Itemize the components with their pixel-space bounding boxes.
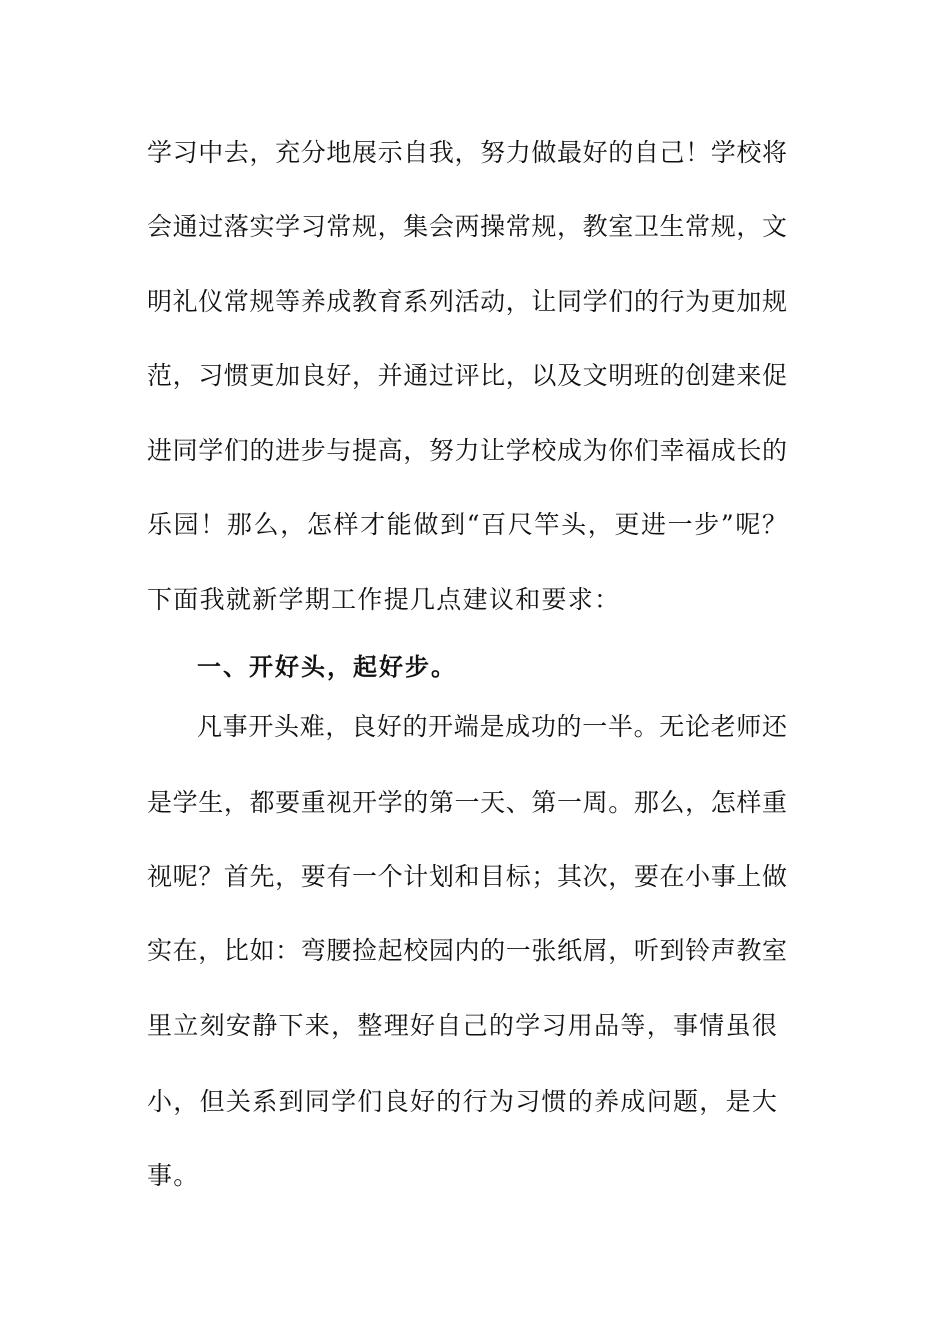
paragraph-line: 凡事开头难，良好的开端是成功的一半。无论老师还 — [197, 712, 787, 741]
paragraph-line: 实在，比如：弯腰捡起校园内的一张纸屑，听到铃声教室 — [147, 936, 787, 965]
paragraph-line: 学习中去，充分地展示自我，努力做最好的自己！学校将 — [147, 138, 787, 167]
paragraph-line: 范，习惯更加良好，并通过评比，以及文明班的创建来促 — [147, 361, 787, 390]
paragraph-line: 是学生，都要重视开学的第一天、第一周。那么，怎样重 — [147, 788, 787, 817]
section-heading: 一、开好头，起好步。 — [197, 653, 457, 681]
paragraph-line: 事。 — [147, 1161, 200, 1190]
paragraph-line: 里立刻安静下来，整理好自己的学习用品等，事情虽很 — [147, 1011, 779, 1040]
paragraph-line: 小，但关系到同学们良好的行为习惯的养成问题，是大 — [147, 1087, 779, 1116]
paragraph-line: 明礼仪常规等养成教育系列活动，让同学们的行为更加规 — [147, 287, 787, 316]
paragraph-line: 会通过落实学习常规，集会两操常规，教室卫生常规，文 — [147, 212, 787, 241]
paragraph-line: 下面我就新学期工作提几点建议和要求： — [147, 585, 621, 614]
paragraph-line: 进同学们的进步与提高，努力让学校成为你们幸福成长的 — [147, 436, 787, 465]
paragraph-line: 视呢？首先，要有一个计划和目标；其次，要在小事上做 — [147, 862, 787, 891]
paragraph-line: 乐园！那么，怎样才能做到“百尺竿头，更进一步”呢？ — [147, 510, 787, 539]
